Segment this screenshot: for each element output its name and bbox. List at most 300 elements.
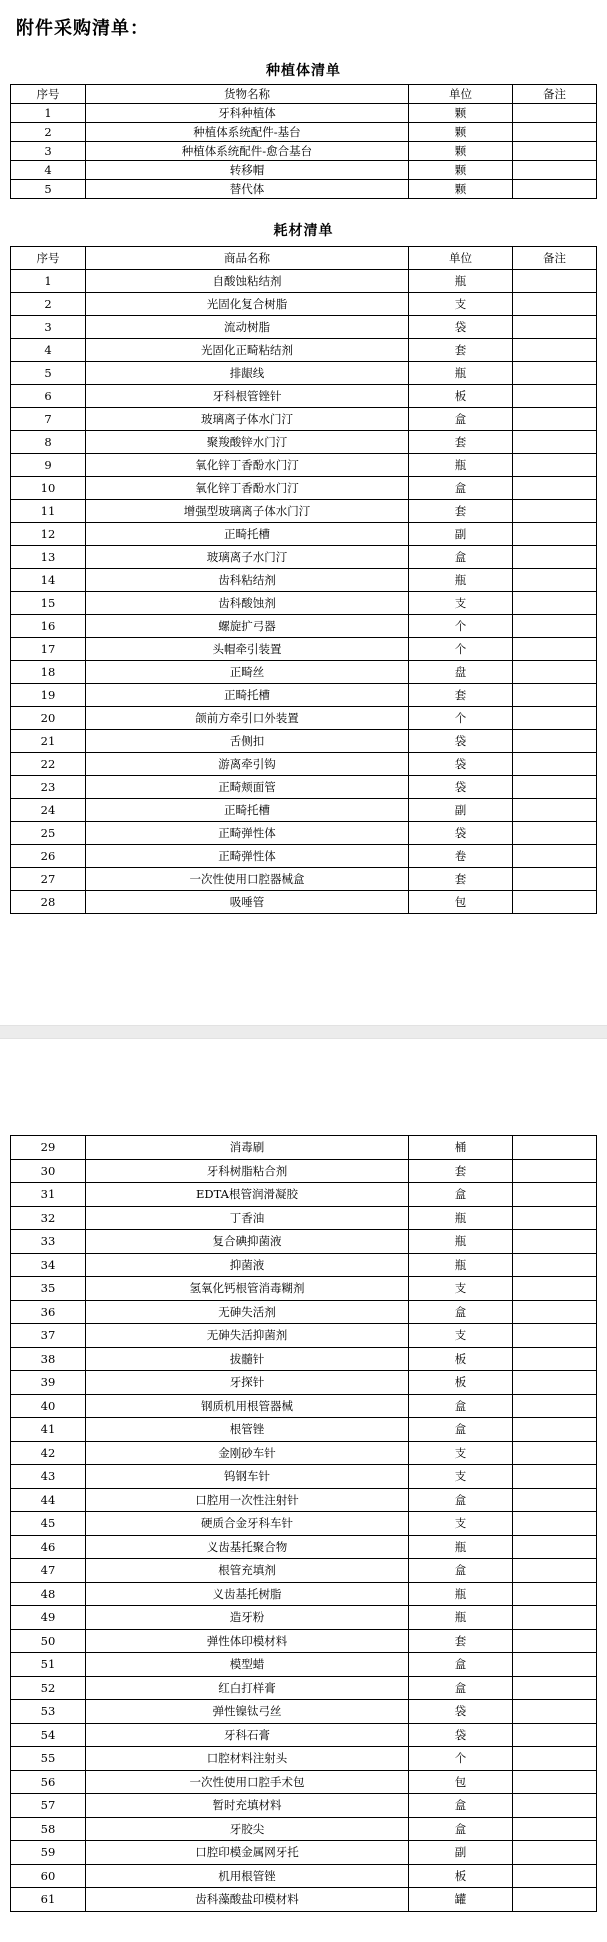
cell-item-name: 正畸颊面管 — [86, 776, 409, 799]
table-row — [11, 1559, 597, 1583]
cell-index: 53 — [11, 1700, 86, 1724]
cell-unit: 副 — [409, 523, 513, 546]
cell-index: 50 — [11, 1629, 86, 1653]
cell-index: 2 — [11, 293, 86, 316]
cell-index: 32 — [11, 1206, 86, 1230]
table-row — [11, 546, 597, 569]
cell-unit: 套 — [409, 339, 513, 362]
cell-unit: 颗 — [409, 180, 513, 199]
cell-note — [513, 868, 597, 891]
cell-item-name: 硬质合金牙科车针 — [86, 1512, 409, 1536]
cell-unit: 支 — [409, 1324, 513, 1348]
cell-unit: 袋 — [409, 316, 513, 339]
cell-item-name: 玻璃离子体水门汀 — [86, 408, 409, 431]
cell-unit: 罐 — [409, 1888, 513, 1912]
cell-unit: 个 — [409, 615, 513, 638]
table-row — [11, 684, 597, 707]
cell-unit: 板 — [409, 1347, 513, 1371]
cell-item-name: 光固化正畸粘结剂 — [86, 339, 409, 362]
cell-note — [513, 180, 597, 199]
cell-item-name: 复合碘抑菌液 — [86, 1230, 409, 1254]
cell-index: 41 — [11, 1418, 86, 1442]
cell-item-name: 正畸托槽 — [86, 799, 409, 822]
cell-item-name: 自酸蚀粘结剂 — [86, 270, 409, 293]
table-row — [11, 1841, 597, 1865]
cell-note — [513, 1324, 597, 1348]
table-row — [11, 1888, 597, 1912]
cell-index: 49 — [11, 1606, 86, 1630]
cell-unit: 支 — [409, 1277, 513, 1301]
table-row — [11, 1747, 597, 1771]
cell-unit: 桶 — [409, 1136, 513, 1160]
cell-note — [513, 1371, 597, 1395]
cell-item-name: 牙探针 — [86, 1371, 409, 1395]
cell-unit: 包 — [409, 1770, 513, 1794]
cell-item-name: 氧化锌丁香酚水门汀 — [86, 477, 409, 500]
cell-index: 46 — [11, 1535, 86, 1559]
cell-note — [513, 500, 597, 523]
cell-index: 2 — [11, 123, 86, 142]
cell-note — [513, 753, 597, 776]
cell-unit: 副 — [409, 1841, 513, 1865]
cell-item-name: 一次性使用口腔手术包 — [86, 1770, 409, 1794]
table-row — [11, 730, 597, 753]
cell-item-name: 一次性使用口腔器械盒 — [86, 868, 409, 891]
cell-note — [513, 684, 597, 707]
cell-item-name: 牙科石膏 — [86, 1723, 409, 1747]
cell-index: 11 — [11, 500, 86, 523]
cell-unit: 瓶 — [409, 1606, 513, 1630]
header-cell-item-name: 货物名称 — [86, 85, 409, 104]
consumables-list-title: 耗材清单 — [273, 223, 334, 239]
cell-index: 47 — [11, 1559, 86, 1583]
table-row — [11, 753, 597, 776]
cell-note — [513, 1253, 597, 1277]
cell-unit: 盒 — [409, 1300, 513, 1324]
cell-note — [513, 1864, 597, 1888]
cell-index: 57 — [11, 1794, 86, 1818]
cell-index: 3 — [11, 316, 86, 339]
cell-unit: 套 — [409, 431, 513, 454]
table-row — [11, 1794, 597, 1818]
cell-unit: 盒 — [409, 1653, 513, 1677]
cell-item-name: 氢氧化钙根管消毒糊剂 — [86, 1277, 409, 1301]
cell-index: 12 — [11, 523, 86, 546]
table-row — [11, 615, 597, 638]
cell-note — [513, 615, 597, 638]
cell-note — [513, 845, 597, 868]
cell-unit: 套 — [409, 500, 513, 523]
table-row — [11, 1629, 597, 1653]
page-title: 附件采购清单： — [16, 18, 149, 39]
cell-index: 14 — [11, 569, 86, 592]
cell-item-name: 齿科藻酸盐印模材料 — [86, 1888, 409, 1912]
cell-index: 33 — [11, 1230, 86, 1254]
cell-item-name: 舌侧扣 — [86, 730, 409, 753]
cell-index: 22 — [11, 753, 86, 776]
table-header-row — [11, 85, 597, 104]
cell-note — [513, 1794, 597, 1818]
page-separator — [0, 1025, 607, 1039]
cell-unit: 板 — [409, 1371, 513, 1395]
cell-index: 10 — [11, 477, 86, 500]
cell-item-name: 正畸弹性体 — [86, 845, 409, 868]
table-row — [11, 1206, 597, 1230]
cell-index: 40 — [11, 1394, 86, 1418]
cell-note — [513, 1700, 597, 1724]
table-row — [11, 293, 597, 316]
cell-unit: 瓶 — [409, 1535, 513, 1559]
cell-note — [513, 1653, 597, 1677]
cell-index: 8 — [11, 431, 86, 454]
table-row — [11, 161, 597, 180]
table-row — [11, 408, 597, 431]
consumables-table-continued — [10, 1135, 597, 1912]
cell-unit: 盒 — [409, 546, 513, 569]
table-row — [11, 1817, 597, 1841]
cell-note — [513, 316, 597, 339]
cell-unit: 瓶 — [409, 1253, 513, 1277]
cell-unit: 支 — [409, 1512, 513, 1536]
cell-note — [513, 1277, 597, 1301]
cell-item-name: 牙科种植体 — [86, 104, 409, 123]
cell-index: 19 — [11, 684, 86, 707]
cell-note — [513, 1300, 597, 1324]
cell-item-name: 增强型玻璃离子体水门汀 — [86, 500, 409, 523]
cell-unit: 袋 — [409, 822, 513, 845]
cell-unit: 颗 — [409, 142, 513, 161]
cell-note — [513, 523, 597, 546]
cell-note — [513, 891, 597, 914]
cell-index: 4 — [11, 339, 86, 362]
cell-note — [513, 1841, 597, 1865]
cell-item-name: 无砷失活剂 — [86, 1300, 409, 1324]
cell-index: 20 — [11, 707, 86, 730]
cell-note — [513, 799, 597, 822]
table-row — [11, 270, 597, 293]
cell-note — [513, 1817, 597, 1841]
cell-index: 39 — [11, 1371, 86, 1395]
cell-index: 21 — [11, 730, 86, 753]
cell-unit: 瓶 — [409, 270, 513, 293]
table-row — [11, 1723, 597, 1747]
cell-unit: 盒 — [409, 1817, 513, 1841]
table-row — [11, 1582, 597, 1606]
cell-item-name: 消毒刷 — [86, 1136, 409, 1160]
cell-item-name: 头帽牵引装置 — [86, 638, 409, 661]
cell-item-name: 转移帽 — [86, 161, 409, 180]
cell-note — [513, 1183, 597, 1207]
header-cell-item-name: 商品名称 — [86, 247, 409, 270]
table-row — [11, 362, 597, 385]
cell-item-name: 根管锉 — [86, 1418, 409, 1442]
cell-unit: 个 — [409, 638, 513, 661]
cell-unit: 盒 — [409, 1183, 513, 1207]
cell-item-name: 金刚砂车针 — [86, 1441, 409, 1465]
cell-note — [513, 1418, 597, 1442]
cell-unit: 支 — [409, 293, 513, 316]
cell-item-name: 正畸托槽 — [86, 523, 409, 546]
table-row — [11, 1535, 597, 1559]
cell-note — [513, 1512, 597, 1536]
cell-index: 28 — [11, 891, 86, 914]
cell-item-name: 牙胶尖 — [86, 1817, 409, 1841]
cell-unit: 瓶 — [409, 569, 513, 592]
table-row — [11, 891, 597, 914]
cell-unit: 盘 — [409, 661, 513, 684]
cell-index: 7 — [11, 408, 86, 431]
cell-index: 61 — [11, 1888, 86, 1912]
table-row — [11, 500, 597, 523]
cell-item-name: 颌前方牵引口外装置 — [86, 707, 409, 730]
cell-item-name: 齿科酸蚀剂 — [86, 592, 409, 615]
cell-item-name: 义齿基托树脂 — [86, 1582, 409, 1606]
cell-index: 34 — [11, 1253, 86, 1277]
cell-index: 1 — [11, 270, 86, 293]
cell-item-name: 正畸弹性体 — [86, 822, 409, 845]
cell-unit: 包 — [409, 891, 513, 914]
cell-unit: 盒 — [409, 477, 513, 500]
implant-list-title: 种植体清单 — [266, 63, 341, 79]
table-row — [11, 316, 597, 339]
cell-unit: 卷 — [409, 845, 513, 868]
cell-item-name: 牙科树脂粘合剂 — [86, 1159, 409, 1183]
table-row — [11, 1136, 597, 1160]
cell-index: 43 — [11, 1465, 86, 1489]
cell-unit: 袋 — [409, 730, 513, 753]
cell-index: 17 — [11, 638, 86, 661]
cell-item-name: 根管充填剂 — [86, 1559, 409, 1583]
cell-note — [513, 1559, 597, 1583]
cell-item-name: 吸唾管 — [86, 891, 409, 914]
cell-unit: 支 — [409, 592, 513, 615]
cell-note — [513, 1606, 597, 1630]
cell-unit: 套 — [409, 1159, 513, 1183]
cell-item-name: 牙科根管锉针 — [86, 385, 409, 408]
cell-index: 3 — [11, 142, 86, 161]
cell-note — [513, 1136, 597, 1160]
cell-index: 24 — [11, 799, 86, 822]
cell-note — [513, 1629, 597, 1653]
cell-note — [513, 431, 597, 454]
cell-note — [513, 1770, 597, 1794]
table-row — [11, 822, 597, 845]
cell-note — [513, 161, 597, 180]
cell-unit: 瓶 — [409, 362, 513, 385]
table-row — [11, 523, 597, 546]
table-row — [11, 845, 597, 868]
table-row — [11, 385, 597, 408]
cell-index: 55 — [11, 1747, 86, 1771]
header-cell-index: 序号 — [11, 247, 86, 270]
cell-note — [513, 569, 597, 592]
table-row — [11, 431, 597, 454]
cell-unit: 袋 — [409, 776, 513, 799]
cell-unit: 颗 — [409, 161, 513, 180]
table-row — [11, 776, 597, 799]
table-row — [11, 1653, 597, 1677]
cell-item-name: 红白打样膏 — [86, 1676, 409, 1700]
cell-index: 13 — [11, 546, 86, 569]
cell-item-name: 齿科粘结剂 — [86, 569, 409, 592]
cell-unit: 颗 — [409, 104, 513, 123]
cell-index: 37 — [11, 1324, 86, 1348]
cell-note — [513, 1394, 597, 1418]
table-row — [11, 1347, 597, 1371]
cell-item-name: 流动树脂 — [86, 316, 409, 339]
cell-index: 60 — [11, 1864, 86, 1888]
cell-unit: 盒 — [409, 1794, 513, 1818]
cell-index: 9 — [11, 454, 86, 477]
cell-note — [513, 454, 597, 477]
cell-unit: 盒 — [409, 1488, 513, 1512]
cell-item-name: 玻璃离子水门汀 — [86, 546, 409, 569]
table-row — [11, 661, 597, 684]
cell-note — [513, 293, 597, 316]
cell-note — [513, 546, 597, 569]
cell-index: 23 — [11, 776, 86, 799]
cell-note — [513, 730, 597, 753]
cell-unit: 盒 — [409, 1394, 513, 1418]
table-row — [11, 339, 597, 362]
cell-item-name: 聚羧酸锌水门汀 — [86, 431, 409, 454]
cell-index: 5 — [11, 362, 86, 385]
cell-unit: 个 — [409, 1747, 513, 1771]
table-row — [11, 1676, 597, 1700]
table-row — [11, 638, 597, 661]
cell-note — [513, 1676, 597, 1700]
cell-unit: 板 — [409, 1864, 513, 1888]
cell-note — [513, 1488, 597, 1512]
cell-index: 6 — [11, 385, 86, 408]
table-row — [11, 1700, 597, 1724]
cell-item-name: 拔髓针 — [86, 1347, 409, 1371]
table-row — [11, 1418, 597, 1442]
cell-unit: 支 — [409, 1441, 513, 1465]
table-row — [11, 1770, 597, 1794]
table-header-row — [11, 247, 597, 270]
cell-index: 58 — [11, 1817, 86, 1841]
table-row — [11, 707, 597, 730]
cell-item-name: 种植体系统配件-愈合基台 — [86, 142, 409, 161]
cell-note — [513, 270, 597, 293]
table-row — [11, 1183, 597, 1207]
cell-index: 29 — [11, 1136, 86, 1160]
implant-table — [10, 84, 597, 199]
cell-item-name: 丁香油 — [86, 1206, 409, 1230]
cell-note — [513, 142, 597, 161]
cell-note — [513, 104, 597, 123]
cell-index: 45 — [11, 1512, 86, 1536]
cell-note — [513, 661, 597, 684]
cell-note — [513, 362, 597, 385]
table-row — [11, 1441, 597, 1465]
cell-unit: 副 — [409, 799, 513, 822]
cell-note — [513, 592, 597, 615]
cell-index: 15 — [11, 592, 86, 615]
cell-index: 48 — [11, 1582, 86, 1606]
cell-item-name: 无砷失活抑菌剂 — [86, 1324, 409, 1348]
cell-item-name: 钨钢车针 — [86, 1465, 409, 1489]
cell-item-name: 抑菌液 — [86, 1253, 409, 1277]
table-row — [11, 123, 597, 142]
cell-index: 51 — [11, 1653, 86, 1677]
cell-note — [513, 1441, 597, 1465]
cell-unit: 颗 — [409, 123, 513, 142]
cell-note — [513, 776, 597, 799]
table-row — [11, 1277, 597, 1301]
cell-item-name: 正畸托槽 — [86, 684, 409, 707]
cell-note — [513, 1347, 597, 1371]
cell-unit: 瓶 — [409, 1206, 513, 1230]
cell-unit: 瓶 — [409, 1230, 513, 1254]
cell-item-name: 氧化锌丁香酚水门汀 — [86, 454, 409, 477]
header-cell-unit: 单位 — [409, 247, 513, 270]
table-row — [11, 1159, 597, 1183]
table-row — [11, 1465, 597, 1489]
cell-unit: 盒 — [409, 1676, 513, 1700]
cell-note — [513, 1206, 597, 1230]
table-row — [11, 592, 597, 615]
table-row — [11, 799, 597, 822]
cell-note — [513, 477, 597, 500]
header-cell-note: 备注 — [513, 247, 597, 270]
cell-item-name: 弹性镍钛弓丝 — [86, 1700, 409, 1724]
table-row — [11, 1512, 597, 1536]
cell-unit: 套 — [409, 1629, 513, 1653]
cell-item-name: 螺旋扩弓器 — [86, 615, 409, 638]
cell-index: 59 — [11, 1841, 86, 1865]
cell-unit: 板 — [409, 385, 513, 408]
cell-item-name: 口腔材料注射头 — [86, 1747, 409, 1771]
cell-item-name: 钢质机用根管器械 — [86, 1394, 409, 1418]
cell-unit: 袋 — [409, 1700, 513, 1724]
cell-unit: 个 — [409, 707, 513, 730]
cell-index: 31 — [11, 1183, 86, 1207]
table-row — [11, 1488, 597, 1512]
table-row — [11, 104, 597, 123]
cell-unit: 盒 — [409, 1418, 513, 1442]
cell-item-name: 游离牵引钩 — [86, 753, 409, 776]
table-row — [11, 569, 597, 592]
table-row — [11, 1864, 597, 1888]
header-cell-unit: 单位 — [409, 85, 513, 104]
cell-item-name: 模型蜡 — [86, 1653, 409, 1677]
cell-unit: 套 — [409, 868, 513, 891]
cell-item-name: 光固化复合树脂 — [86, 293, 409, 316]
cell-item-name: 机用根管锉 — [86, 1864, 409, 1888]
cell-index: 26 — [11, 845, 86, 868]
table-row — [11, 1253, 597, 1277]
header-cell-note: 备注 — [513, 85, 597, 104]
cell-unit: 支 — [409, 1465, 513, 1489]
cell-index: 38 — [11, 1347, 86, 1371]
cell-unit: 盒 — [409, 408, 513, 431]
table-row — [11, 142, 597, 161]
cell-item-name: 替代体 — [86, 180, 409, 199]
cell-index: 52 — [11, 1676, 86, 1700]
table-row — [11, 1300, 597, 1324]
cell-item-name: 口腔印模金属网牙托 — [86, 1841, 409, 1865]
cell-note — [513, 1465, 597, 1489]
table-row — [11, 180, 597, 199]
cell-item-name: 暂时充填材料 — [86, 1794, 409, 1818]
cell-index: 1 — [11, 104, 86, 123]
cell-note — [513, 339, 597, 362]
cell-index: 16 — [11, 615, 86, 638]
cell-note — [513, 638, 597, 661]
cell-note — [513, 1582, 597, 1606]
